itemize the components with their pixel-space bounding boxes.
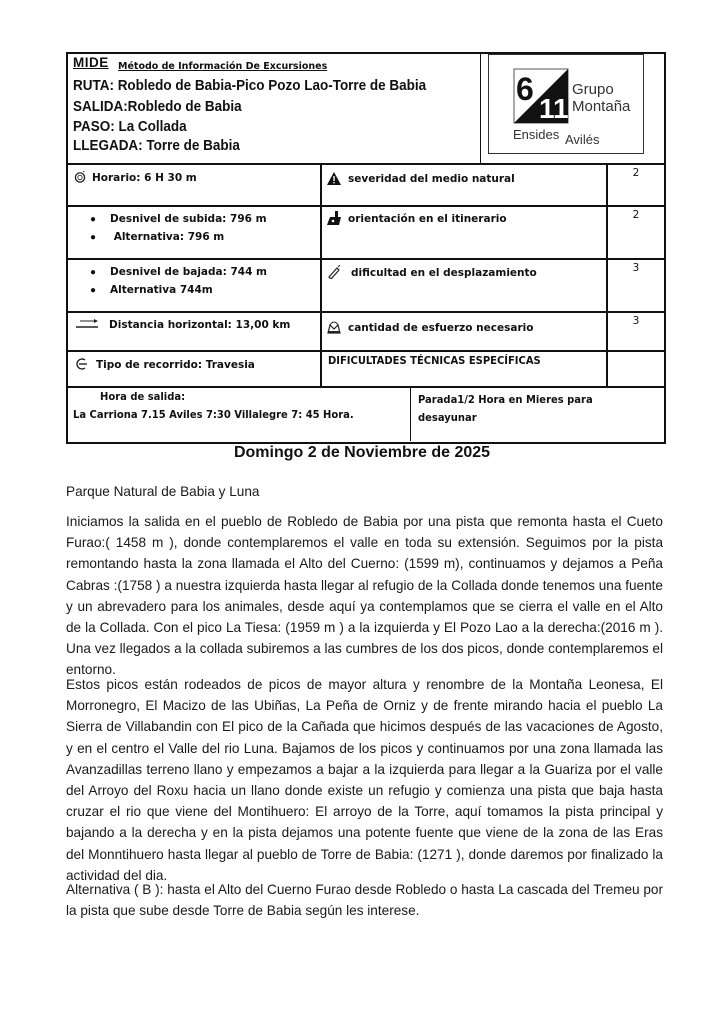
boot-icon [327,265,341,279]
distance-cell [74,315,290,333]
table-divider [606,163,608,386]
severity-score: 2 [632,167,640,179]
description-paragraph-2: Estos picos están rodeados de picos de mayor altura y renombre de la Montaña Leonesa, El Morronegro, El Macizo de las Ubiñas, La Peña de Orniz y de frente mirando hacia el pueblo La Sierra de Villabandin con El pico de la Cañada que hicimos después de las vacaciones de Agosto, y en el centro el Valle del rio Luna. Bajamos de los picos y continuamos por una zona llamada las Avanzadillas terreno llano y empezamos a bajar a la izquierda para llegar a la Guariza por el valle del Arroyo del Roxu hacia un llano donde existe un refugio y comienza una pista que baja hasta cruzar el rio que viene del Montihuero: El arroyo de la Torre, aquí tomamos la pista principal y bajando a la derecha y en la pista dejamos una potente fuente que viene de la zona de las Eras del Monntihuero hasta llegar al pueblo de Torre de Babia: (1271 ), donde daremos por finalizado la actividad del dia. [66,677,663,883]
table-divider [66,386,664,388]
table-divider [66,163,664,165]
table-divider [66,205,664,207]
difficulty-label: dificultad en el desplazamiento [351,267,537,279]
logo-mark-icon [513,68,569,124]
ascent-alt-value: Alternativa: 796 m [110,231,225,243]
table-divider [66,350,664,352]
clock-icon [74,171,86,183]
start-point: SALIDA:Robledo de Babia [73,99,242,115]
svg-text:11: 11 [539,93,569,124]
route-type-label: Tipo de recorrido: Travesia [96,359,255,371]
descent-value: Desnivel de bajada: 744 m [110,266,267,278]
effort-icon [327,321,341,334]
mide-title: MIDE [73,55,109,70]
pass-point: PASO: La Collada [73,119,187,135]
alternative-route-paragraph: Alternativa ( B ): hasta el Alto del Cuerno Furao desde Robledo o hasta La cascada del Tremeu por la pista que sube desde Torre de Babia según les interese. [66,882,663,919]
effort-score: 3 [632,315,640,327]
difficulty-score: 3 [632,262,640,274]
ascent-value: Desnivel de subida: 796 m [110,213,267,225]
departure-time-label: Hora de salida: [100,391,186,403]
logo-text-montana: Montaña [572,98,631,115]
logo-text-ensides: Ensides [513,127,560,142]
orientation-score: 2 [632,209,640,221]
ascent-cell: ● Desnivel de subida: 796 m ● Alternativa: 796 m [90,213,267,243]
schedule-cell [74,168,197,186]
descent-cell: ● Desnivel de bajada: 744 m ● Alternativa 744m [90,266,267,296]
descent-alt-value: Alternativa 744m [110,284,213,296]
departure-times: La Carriona 7.15 Aviles 7:30 Villalegre 7: 45 Hora. [73,409,354,421]
event-date: Domingo 2 de Noviembre de 2025 [233,444,491,461]
club-logo [488,54,644,154]
mide-subtitle: Método de Información De Excursiones [118,61,328,72]
schedule-label: Horario: 6 H 30 m [92,172,197,184]
technical-difficulties-label: DIFICULTADES TÉCNICAS ESPECÍFICAS [328,355,541,367]
severity-label-cell [327,169,515,187]
table-divider [410,386,411,441]
description-paragraph-1: Iniciamos la salida en el pueblo de Robledo de Babia por una pista que remonta hasta el Cueto Furao:( 1458 m ), donde contemplaremos el valle en toda su extensión. Seguimos por la pista remontando hasta la zona llamada el Alto del Cuerno: (1599 m), continuamos y dejamos a Peña Cabras :(1758 ) a nuestra izquierda hasta llegar al refugio de la Collada donde tenemos una fuente y un abrevadero para los animales, desde aquí ya contemplamos que se cierra el valle en el Alto de la Collada. Con el pico La Tiesa: (1959 m ) a la izquierda y El Pozo Lao a la derecha:(2016 m ). Una vez llegados a la collada subiremos a las cumbres de los dos picos, donde contemplaremos el entorno. [66,514,663,678]
orientation-label-cell [327,209,507,227]
table-divider [66,258,664,260]
effort-label: cantidad de esfuerzo necesario [348,322,534,334]
table-divider [320,163,322,386]
svg-text:6: 6 [516,71,534,107]
distance-label: Distancia horizontal: 13,00 km [109,319,291,331]
logo-text-grupo: Grupo [572,81,614,98]
end-point: LLEGADA: Torre de Babia [73,138,240,154]
arrow-distance-icon [74,318,98,330]
warning-icon [327,172,341,185]
route-name: RUTA: Robledo de Babia-Pico Pozo Lao-Torre de Babia [73,78,427,94]
park-name: Parque Natural de Babia y Luna [66,484,260,499]
table-divider [66,311,664,313]
orientation-icon [327,211,341,225]
severity-label: severidad del medio natural [348,173,515,185]
route-type-cell [74,355,255,373]
difficulty-label-cell [327,263,537,281]
effort-label-cell [327,318,533,336]
loop-icon [74,358,88,370]
orientation-label: orientación en el itinerario [348,213,507,225]
logo-text-aviles: Avilés [565,132,600,147]
table-divider [480,52,481,163]
breakfast-stop: Parada1/2 Hora en Mieres para desayunar [418,394,593,424]
